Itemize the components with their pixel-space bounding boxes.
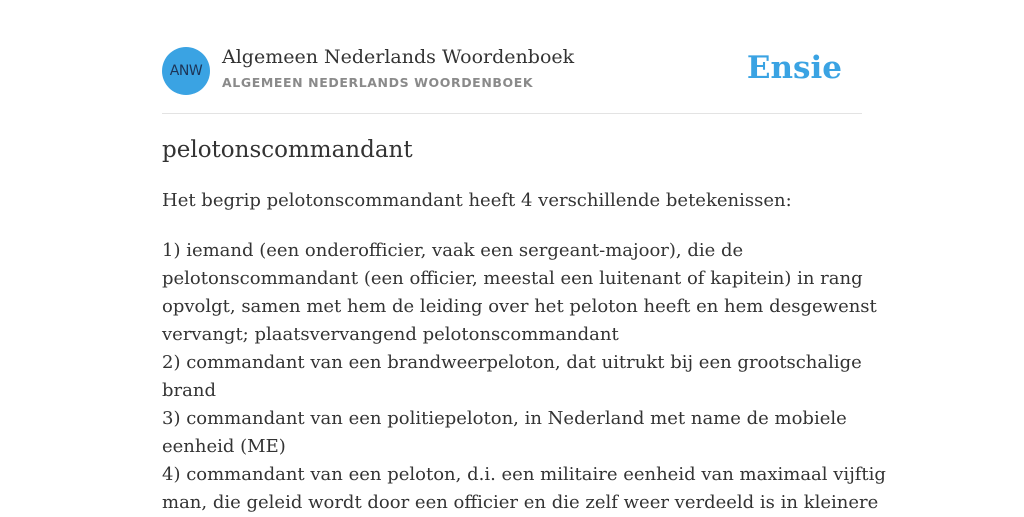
definitions-list xyxy=(162,237,886,517)
entry-title: pelotonscommandant xyxy=(162,137,413,163)
definition-line: 4) commandant van een peloton, d.i. een militaire eenheid van maximaal vijftig xyxy=(162,464,886,485)
ensie-logo-link[interactable]: Ensie xyxy=(746,50,842,86)
definition-line: pelotonscommandant (een officier, meestal een luitenant of kapitein) in rang xyxy=(162,268,863,289)
definition-line: opvolgt, samen met hem de leiding over het peloton heeft en hem desgewenst xyxy=(162,296,877,317)
definition-line: 3) commandant van een politiepeloton, in Nederland met name de mobiele xyxy=(162,408,847,429)
definition-line: man, die geleid wordt door een officier en die zelf weer verdeeld is in kleinere xyxy=(162,492,879,513)
definition-line: brand xyxy=(162,380,216,401)
source-title[interactable]: Algemeen Nederlands Woordenboek xyxy=(222,46,575,68)
definition-line: vervangt; plaatsvervangend pelotonscommandant xyxy=(162,324,619,345)
definition-line: 2) commandant van een brandweerpeloton, dat uitrukt bij een grootschalige xyxy=(162,352,862,373)
source-logo[interactable]: ANW xyxy=(162,47,210,95)
definition-line: eenheid (ME) xyxy=(162,436,286,457)
header-divider xyxy=(162,113,862,114)
definition-line: 1) iemand (een onderofficier, vaak een sergeant-majoor), die de xyxy=(162,240,744,261)
source-subtitle: ALGEMEEN NEDERLANDS WOORDENBOEK xyxy=(222,75,534,90)
source-header xyxy=(162,47,862,95)
entry-intro: Het begrip pelotonscommandant heeft 4 verschillende betekenissen: xyxy=(162,190,792,211)
